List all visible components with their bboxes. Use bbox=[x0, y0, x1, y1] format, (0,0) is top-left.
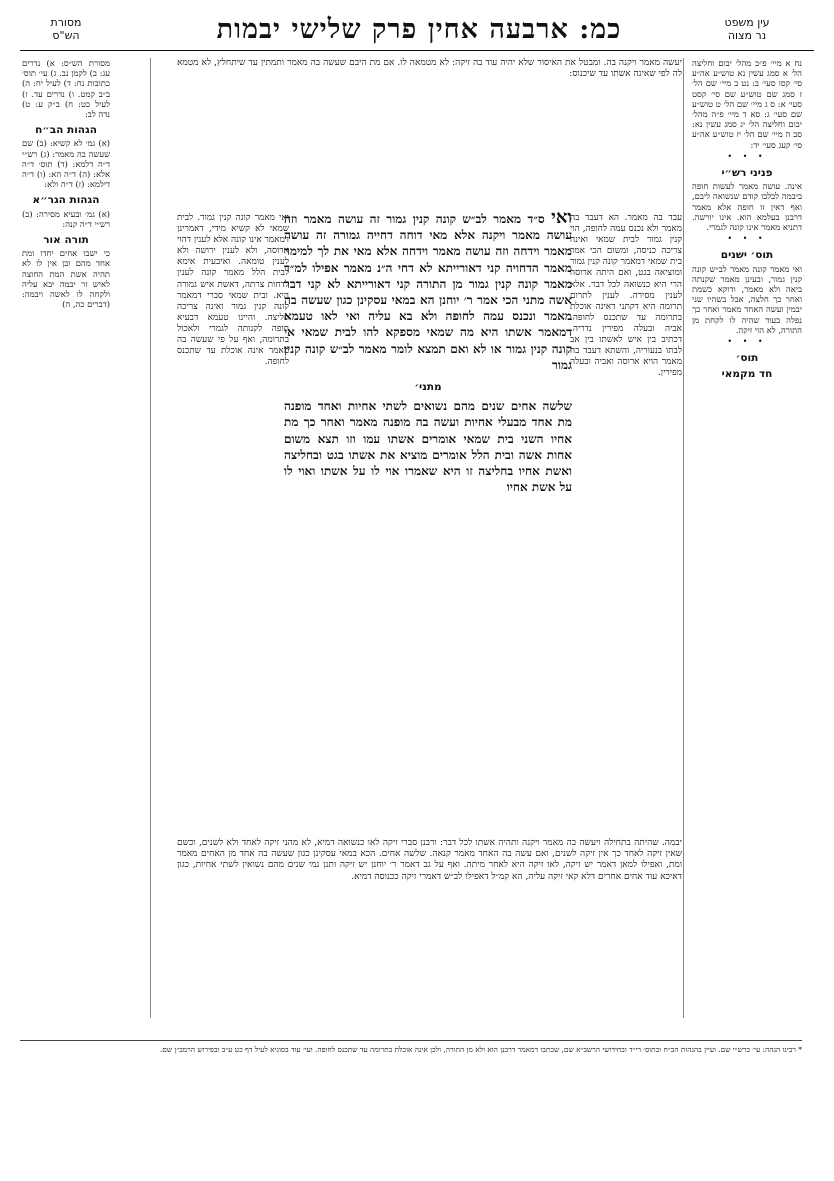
torah-or-heading: תורה אור bbox=[43, 234, 89, 247]
torah-or-text: כי ישבו אחים יחדו ומת אחד מהם ובן אין לו לא תהיה אשת המת החוצה לאיש זר יבמה יבא עליה ולקחה לו לאשה ויבמה: (דברים כה, ה) bbox=[22, 248, 110, 310]
ein-mishpat-text: נח א מיי׳ פ״ב מהל׳ יבום וחליצה הל׳ א סמג עשין נא טוש״ע אה״ע סי׳ קסו סעי׳ ב: נט ב מיי׳ שם הל׳ ז סמג שם טוש״ע שם סי׳ קסט סעי׳ א: ס ג מיי׳ שם הל׳ ט טוש״ע שם סעי׳ ג: סא ד מיי׳ פ״ה מהל׳ יבום וחליצה הל׳ יג סמג עשין נא: סב ה מיי׳ שם הל׳ יז טוש״ע אה״ע סי׳ קעג סעי׳ יד: bbox=[692, 58, 802, 150]
tosafot-footer-heading: תוס׳ bbox=[735, 352, 759, 365]
bottom-commentary bbox=[177, 838, 682, 1018]
separator-ornament: • • • bbox=[727, 337, 767, 347]
hagahot-gra-heading: הגהות הגר״א bbox=[32, 194, 100, 207]
gemara-text: ס״ד מאמר לב״ש קונה קנין גמור זה עושה מאמר וזה עושה מאמר ויקנה אלא מאי דוחה דחייה גמורה זה עושה מאמר וידחה וזה עושה מאמר וידחה אלא מאי את לך למימר מאמר הדחויה קני דאורייתא לא דחי ה״נ מאמר אפילו למ״ד מאמר קונה קנין גמור מן התורה קני דאורייתא לא קני דבר אשה מתני הכי אמר ר׳ יוחנן הא במאי עסקינן כגון שעשה בה מאמר ונכנס עמה לחופה ולא בא עליה ואי לאו טעמא דמאמר אשתו היא מה שמאי מספקא להו לבית שמאי אי קונה קנין גמור או לא ואם תמצא לומר מאמר לב״ש קונה קנין גמור bbox=[284, 212, 572, 372]
tosafot-column bbox=[177, 213, 289, 863]
footnote-text: * רבינו הגהה: עי׳ ברש״י שם. ועיין בהגהות הב״ח ובתוס׳ רי״ד ובחידושי הרשב״א שם, שכתבו דמאמר דרבנן הוא ולא מן התורה, ולכן אינה אוכלת בתרומה עד שתכנס לחופה. ועי׳ עוד בסוגיא לעיל דף כט ע״ב ובפירוש הרמב״ן שם. bbox=[159, 1045, 802, 1054]
ein-mishpat-column bbox=[692, 58, 802, 383]
mesoret-hashas-label: מסורת הש"ס bbox=[50, 16, 82, 42]
separator-ornament: • • • bbox=[727, 234, 767, 244]
rashi-column bbox=[570, 213, 682, 863]
tosafot-text: ואי מאמר קונה קנין גמור. לבית שמאי לא קשיא מידי, דאמרינן דמאמר אינו קונה אלא לענין דהוי ארוסה, ולא לענין ירושה ולא לענין טומאה. ואיבעית אימא לבית הלל מאמר קונה לענין לדחות צרתה, דאשת איש גמורה היא. ובית שמאי סברי דמאמר קונה קנין גמור ואינה צריכה חליצה. והיינו טעמא דבעיא חופה לקנותה לגמרי ולאכול בתרומה, ואף על פי שעשה בה מאמר אינה אוכלת עד שתכנס לחופה. bbox=[177, 213, 289, 368]
pninei-rashi-heading: פניני רש״י bbox=[721, 167, 773, 180]
page-footnote bbox=[20, 1040, 802, 1115]
hagahot-bach-heading: הגהות הב״ח bbox=[35, 124, 97, 137]
mishnah-text: שלשה אחים שנים מהם נשואים לשתי אחיות ואחד מופנה מת אחד מבעלי אחיות ועשה בה מופנה מאמר ואחר כך מת אחיו השני בית שמאי אומרים אשתו עמו וזו תצא משום אחות אשה ובית הלל אומרים מוציא את אשתו בגט ובחליצה ואשת אחיו בחליצה זו היא שאמרו אוי לו על אשתו ואוי לו על אשת אחיו bbox=[284, 399, 572, 495]
mesoret-text: מסורת הש״ס: א) נדרים עג: ב) לקמן נב. ג) עי׳ תוס׳ כתובות נח: ד) לעיל יח: ה) ב״ב קמט. ו) נדרים עד. ז) לעיל כט: ח) ב״ק ע: ט) נדה לב: bbox=[22, 58, 110, 120]
page-title: כמ: ארבעה אחין פרק שלישי יבמות bbox=[216, 14, 622, 45]
hagahot-gra-text: (א) גמ׳ ובעיא מסירה: (ב) רש״י ד״ה קנה: bbox=[22, 208, 110, 229]
rashi-top-text: יעשה מאמר ויקנה בה. ומבטל את האיסור שלא יהיה עוד בה זיקה: לא מטמאה לו. אם מת היבם שעשה בה מאמר ותמתין עד שיתחלץ, לא מטמא לה לפי שאינה אשתו עד שיכנוס: bbox=[177, 58, 682, 80]
chad-mikamai-heading: חד מקמאי bbox=[721, 368, 773, 381]
header-rule bbox=[20, 50, 814, 51]
gemara-opening-word: ואי bbox=[551, 210, 572, 228]
tosafot-yeshanim-text: ואי מאמר קונה מאמר לב״ש קונה קנין גמור, ובעינן מאמר שקנתה ביאה ולא מאמר, ודוקא כשמת ואחר כך חלצה, אבל בשהיו שני יבמין ועשה האחד מאמר ואחר כך נפלה בעוד שהיה לו לקחת מן התורה, לא הוי זיקה. bbox=[692, 263, 802, 335]
bottom-commentary-text: יבמה. שהיתה בתחילה ויעשה בה מאמר ויקנה ותהיה אשתו לכל דבר: ורבנן סברי זיקה לאו כנשואה דמיא, לא מהני זיקה לאחד ולא לשנים, וכשם שאין זיקה לאחד כך אין זיקה לשנים, ואם עשה בה האחד מאמר קנאה. שלשה אחים. הכא במאי עסקינן כגון שעשה בה אחד מן האחים מאמר ומת, ואפילו למאן דאמר יש זיקה, לאו זיקה היא לאחר מיתה. ואף על גב דאמר ר׳ יוחנן יש זיקה ותנן נמי שנים מהם נשואין לשתי אחיות, כגון דאיכא עוד אחים אחרים דלא קאי זיקה עליה, הא קמ״ל דאפילו לב״ש דאמרי זיקה ככנוסה דמיא. bbox=[177, 838, 682, 882]
mishnah-heading: מתני׳ bbox=[414, 381, 442, 394]
column-divider bbox=[683, 58, 684, 1018]
column-divider bbox=[150, 58, 151, 1018]
pninei-rashi-text: אינה. עושה מאמר לעשות חופה ביבמה לבלבו קודם שנשואה ליבם, ואף דאין זו חופה אלא מאמר דרבנן בעלמא הוא. אינו יורשה. דתניא מאמר אינו קונה לגמרי. bbox=[692, 181, 802, 233]
gemara-column bbox=[284, 210, 572, 820]
hagahot-bach-text: (א) גמ׳ לא קשיא: (ב) שם שעשה בה מאמר: (ג) רש״י ד״ה דלמא: (ד) תוס׳ ד״ה אלא: (ה) ד״ה הא: (ו) ד״ה דילמא: (ז) ד״ה ולא: bbox=[22, 138, 110, 190]
mesoret-column bbox=[22, 58, 110, 309]
rashi-text: עבד בה מאמר. הא דעבד בה מאמר ולא נכנס עמה לחופה, הוי קנין גמור לבית שמאי ואינה צריכה כניסה, ומשום הכי אמר בית שמאי דמאמר קונה קנין גמור ומוציאה בגט, ואם היתה ארוסה הרי היא כנשואה לכל דבר. אלא לענין מסירה. לענין לתרום תרומה היא דקתני דאינה אוכלת בתרומה עד שתכנס לחופה. אביה ובעלה מפירין נדריה. דכתיב בין איש לאשתו בין אב לבתו בנעוריה, והשתא דעבד בה מאמר הויא ארוסה ואביה ובעלה מפירין. bbox=[570, 213, 682, 379]
ein-mishpat-label: עין משפט נר מצוה bbox=[724, 16, 770, 42]
tosafot-yeshanim-heading: תוס׳ ישנים bbox=[720, 249, 774, 262]
running-header bbox=[0, 14, 834, 54]
separator-ornament: • • • bbox=[727, 151, 767, 161]
